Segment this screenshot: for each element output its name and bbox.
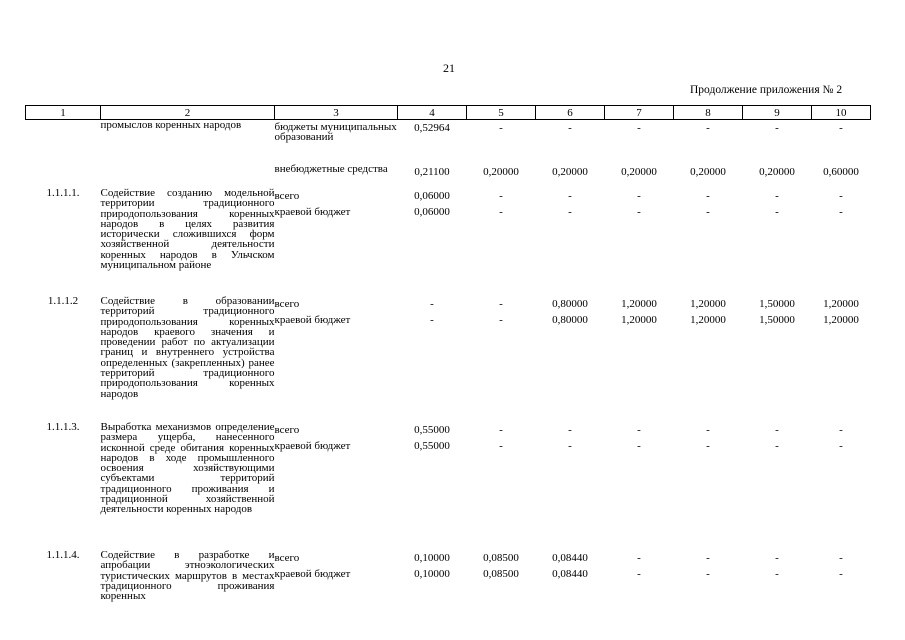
amount-value: - [499,314,503,326]
amount-value: - [775,568,779,580]
amount-value: - [706,206,710,218]
column-header: 9 [743,106,812,120]
year-value-cell [467,550,536,610]
funding-source: всего [274,298,300,310]
amount-value: - [706,552,710,564]
amount-value: 0,55000 [414,440,450,452]
column-header: 1 [26,106,101,120]
amount-value: - [637,440,641,452]
page-number: 21 [443,61,455,75]
amount-value: 0,06000 [414,206,450,218]
funding-source: внебюджетные средства [274,163,388,175]
amount-value: 0,52964 [414,122,450,134]
measure-name: Содействие в образовании территорий традиционного природопользования коренных народов краевого значения и проведении работ по актуализации границ и внутреннего устройства определенных (закрепленных) ранее территорий традиционного природопользования коренных народов [100,295,275,400]
funding-source-cell [275,422,398,550]
measure-name: Содействие созданию модельной территории традиционного природопользования коренных народов в целях развития исторически сложившихся форм хозяйственной деятельности коренных народов в Ульчском муниципальном районе [100,187,275,272]
amount-value: - [499,206,503,218]
column-header: 8 [674,106,743,120]
row-number: 1.1.1.1. [46,187,80,199]
amount-value: - [706,122,710,134]
amount-value: 0,60000 [823,166,859,178]
year-value-cell [467,120,536,189]
year-value-cell [605,296,674,422]
amount-value: 0,06000 [414,190,450,202]
amount-value: - [430,314,434,326]
amount-value: 0,10000 [414,552,450,564]
amount-value: - [706,568,710,580]
year-value-cell [743,120,812,189]
table-row [26,120,871,189]
amount-value: - [637,190,641,202]
column-header: 5 [467,106,536,120]
funding-source: краевой бюджет [274,440,351,452]
row-number [26,120,101,189]
amount-value: 1,20000 [823,314,859,326]
year-value-cell [674,188,743,296]
amount-value: 0,55000 [414,424,450,436]
amount-value: - [568,190,572,202]
amount-value: 1,20000 [621,298,657,310]
funding-source-cell [275,296,398,422]
amount-value: - [637,552,641,564]
funding-source: краевой бюджет [274,568,351,580]
amount-value: 0,08440 [552,568,588,580]
amount-value: - [839,206,843,218]
column-header: 10 [812,106,871,120]
year-value-cell [674,550,743,610]
amount-value: - [706,424,710,436]
year-value-cell [812,188,871,296]
amount-value: 0,20000 [621,166,657,178]
year-value-cell [536,422,605,550]
year-value-cell [467,296,536,422]
year-value-cell [674,120,743,189]
funding-source: всего [274,552,300,564]
column-header: 2 [101,106,275,120]
funding-source-cell [275,550,398,610]
year-value-cell [605,550,674,610]
amount-value: - [637,424,641,436]
amount-value: - [839,190,843,202]
amount-value: - [775,552,779,564]
amount-value: 0,08440 [552,552,588,564]
amount-value: 0,08500 [483,552,519,564]
year-value-cell [398,120,467,189]
amount-value: 0,80000 [552,314,588,326]
year-value-cell [812,120,871,189]
funding-source: краевой бюджет [274,206,351,218]
amount-value: - [430,298,434,310]
year-value-cell [398,188,467,296]
appendix-label: Продолжение приложения № 2 [690,84,843,96]
amount-value: - [568,424,572,436]
amount-value: 0,21100 [414,166,450,178]
amount-value: - [839,568,843,580]
column-header: 7 [605,106,674,120]
amount-value: 1,20000 [621,314,657,326]
amount-value: 1,50000 [759,298,795,310]
year-value-cell [605,422,674,550]
amount-value: - [499,440,503,452]
funding-source: всего [274,424,300,436]
table-row [26,296,871,422]
amount-value: - [499,122,503,134]
amount-value: 0,20000 [759,166,795,178]
row-number: 1.1.1.4. [46,549,80,561]
amount-value: 1,20000 [690,314,726,326]
amount-value: 0,20000 [552,166,588,178]
amount-value: - [499,424,503,436]
amount-value: - [775,190,779,202]
amount-value: - [839,552,843,564]
year-value-cell [536,296,605,422]
year-value-cell [812,422,871,550]
year-value-cell [674,296,743,422]
amount-value: - [637,206,641,218]
amount-value: - [839,440,843,452]
column-header: 3 [275,106,398,120]
amount-value: 1,20000 [823,298,859,310]
column-header: 6 [536,106,605,120]
amount-value: - [775,122,779,134]
year-value-cell [467,422,536,550]
year-value-cell [398,422,467,550]
funding-source: всего [274,190,300,202]
amount-value: - [568,440,572,452]
amount-value: - [568,206,572,218]
year-value-cell [398,296,467,422]
year-value-cell [743,550,812,610]
year-value-cell [605,120,674,189]
amount-value: - [706,440,710,452]
funding-source: краевой бюджет [274,314,351,326]
amount-value: - [839,122,843,134]
header-row [26,106,871,120]
amount-value: - [706,190,710,202]
year-value-cell [743,188,812,296]
year-value-cell [536,188,605,296]
amount-value: - [839,424,843,436]
amount-value: 0,08500 [483,568,519,580]
amount-value: - [637,122,641,134]
column-header: 4 [398,106,467,120]
year-value-cell [398,550,467,610]
amount-value: - [637,568,641,580]
table-body [26,120,871,611]
year-value-cell [743,296,812,422]
row-number: 1.1.1.3. [46,421,80,433]
amount-value: 0,10000 [414,568,450,580]
amount-value: 0,20000 [483,166,519,178]
amount-value: 1,20000 [690,298,726,310]
amount-value: 0,20000 [690,166,726,178]
year-value-cell [536,550,605,610]
measure-name: Выработка механизмов определение размера ущерба, нанесенного исконной среде обитания коренных народов в ходе промышленного освоения хозяйствующими субъектами территорий традиционного проживания и традиционной хозяйственной деятельности коренных народов [100,421,275,516]
funding-source: бюджеты муниципальных образований [274,121,397,144]
year-value-cell [674,422,743,550]
funding-source-cell [275,188,398,296]
measure-name: промыслов коренных народов [100,119,242,131]
amount-value: - [775,206,779,218]
measure-name: Содействие в разработке и апробации этноэкологических туристических маршрутов в местах традиционного проживания коренных [100,549,275,603]
amount-value: - [499,298,503,310]
budget-table [25,105,871,610]
table-row [26,188,871,296]
amount-value: - [775,440,779,452]
amount-value: - [499,190,503,202]
amount-value: - [775,424,779,436]
table-row [26,550,871,610]
row-number: 1.1.1.2 [47,295,79,307]
table-row [26,422,871,550]
year-value-cell [812,550,871,610]
funding-source-cell [275,120,398,189]
year-value-cell [536,120,605,189]
year-value-cell [605,188,674,296]
year-value-cell [743,422,812,550]
amount-value: - [568,122,572,134]
year-value-cell [467,188,536,296]
amount-value: 0,80000 [552,298,588,310]
amount-value: 1,50000 [759,314,795,326]
year-value-cell [812,296,871,422]
